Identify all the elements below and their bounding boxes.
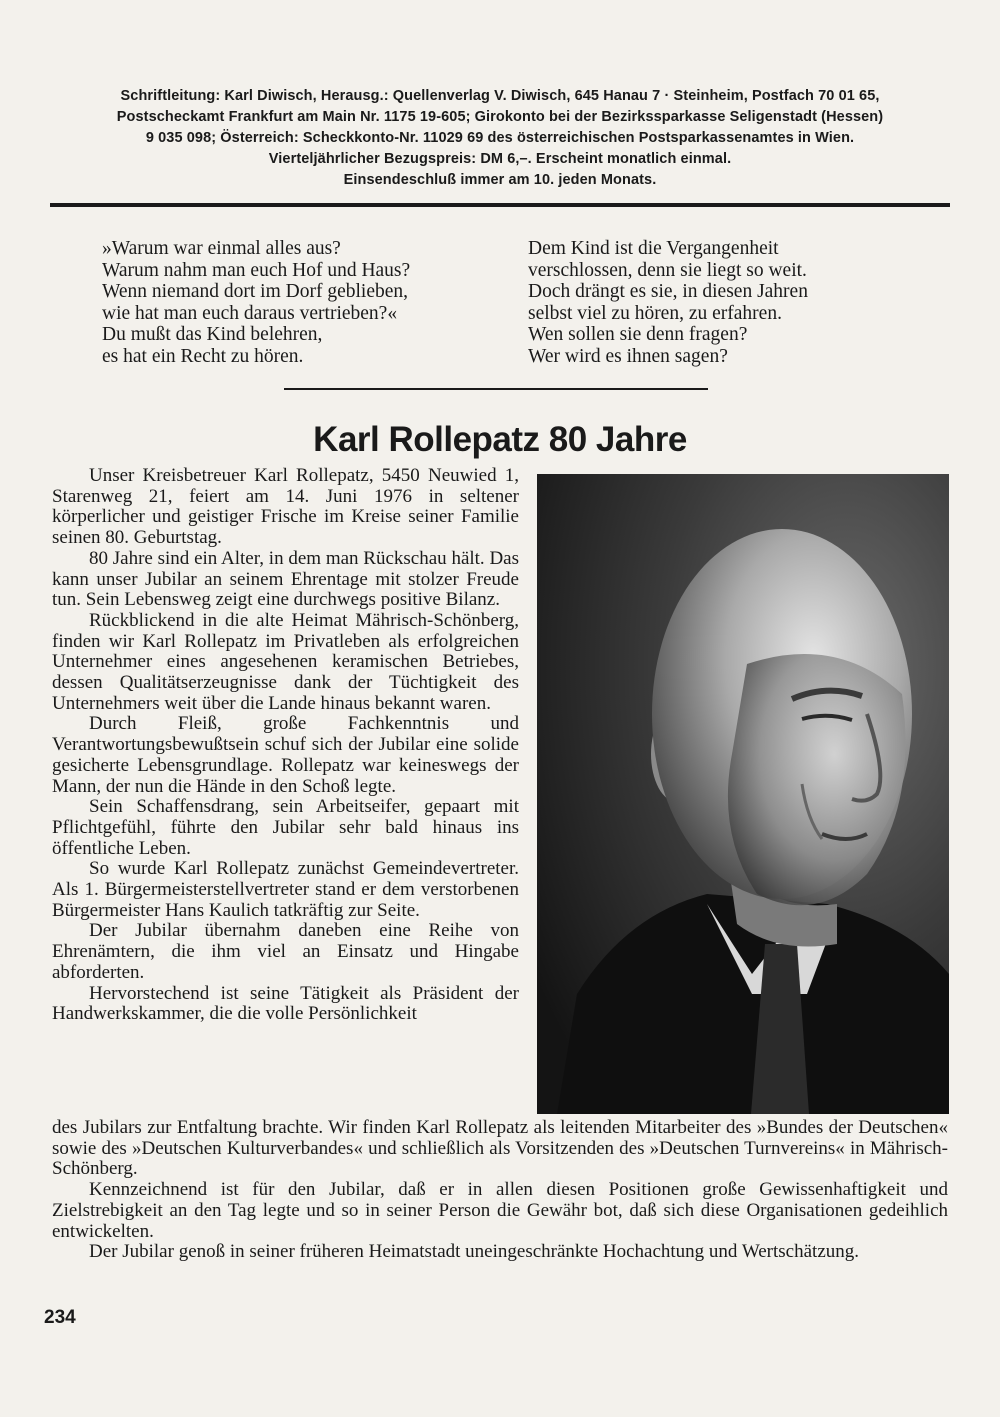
section-divider xyxy=(284,388,708,390)
poem-line: »Warum war einmal alles aus? xyxy=(102,238,341,259)
masthead-line: Postscheckamt Frankfurt am Main Nr. 1175 19-605; Girokonto bei der Bezirkssparkasse Seligenstadt (Hessen) xyxy=(116,109,884,125)
poem-line: wie hat man euch daraus vertrieben?« xyxy=(102,302,398,324)
article-paragraph-continuation: des Jubilars zur Entfaltung brachte. Wir finden Karl Rollepatz als leitenden Mitarbeiter des »Bundes der Deutschen« sowie des »Deutschen Kulturverbandes« und schließlich als Vorsitzenden des »Deutschen Turnvereins« in Mährisch-Schönberg. xyxy=(52,1117,948,1180)
page-number: 234 xyxy=(44,1307,76,1328)
poem-line: es hat ein Recht zu hören. xyxy=(102,345,304,367)
publisher-masthead xyxy=(50,86,950,191)
article-paragraph: Sein Schaffensdrang, sein Arbeitseifer, gepaart mit Pflichtgefühl, führte den Jubilar sehr bald hinaus ins öffentliche Leben. xyxy=(52,796,519,859)
article-paragraph: Durch Fleiß, große Fachkenntnis und Verantwortungsbewußtsein schuf sich der Jubilar eine solide gesicherte Lebensgrundlage. Rollepatz war keineswegs der Mann, der nun die Hände in den Schoß legte. xyxy=(52,713,519,797)
poem-line: Wen sollen sie denn fragen? xyxy=(528,324,748,345)
masthead-line: 9 035 098; Österreich: Scheckkonto-Nr. 11029 69 des österreichischen Postsparkassenamtes in Wien. xyxy=(145,130,855,146)
masthead-divider xyxy=(50,203,950,207)
article-full-width-text xyxy=(52,1118,948,1263)
masthead-line: Schriftleitung: Karl Diwisch, Herausg.: Quellenverlag V. Diwisch, 645 Hanau 7 · Steinheim, Postfach 70 01 65, xyxy=(120,88,880,104)
article-paragraph: Hervorstechend ist seine Tätigkeit als Präsident der Handwerkskammer, die die volle Persönlichkeit xyxy=(52,982,519,1025)
poem-left-column xyxy=(102,238,410,367)
portrait-photo xyxy=(537,474,949,1114)
article-paragraph: Rückblickend in die alte Heimat Mährisch-Schönberg, finden wir Karl Rollepatz im Privatleben als erfolgreichen Unternehmer eines angesehenen keramischen Betriebes, dessen Qualitätserzeugnisse dank der Tüchtigkeit des Unternehmers weit über die Lande hinaus bekannt waren. xyxy=(52,609,519,714)
poem-right-column xyxy=(528,238,808,367)
masthead-line: Einsendeschluß immer am 10. jeden Monats. xyxy=(343,172,657,188)
portrait-image xyxy=(537,474,949,1114)
poem-line: Warum nahm man euch Hof und Haus? xyxy=(102,259,411,281)
poem-line: Wenn niemand dort im Dorf geblieben, xyxy=(102,281,409,302)
article-column-text xyxy=(52,466,519,1025)
article-paragraph: Kennzeichnend ist für den Jubilar, daß er in allen diesen Positionen große Gewissenhaftigkeit und Zielstrebigkeit an den Tag legte und so in seiner Person die Gewähr bot, daß sich diese Organisationen gedeihlich entwickelten. xyxy=(52,1179,948,1242)
article-paragraph: Unser Kreisbetreuer Karl Rollepatz, 5450 Neuwied 1, Starenweg 21, feiert am 14. Juni 1976 in seltener körperlicher und geistiger Frische im Kreise seiner Familie seinen 80. Geburtstag. xyxy=(52,465,519,549)
article-title: Karl Rollepatz 80 Jahre xyxy=(313,420,687,459)
article-paragraph: Der Jubilar genoß in seiner früheren Heimatstadt uneingeschränkte Hochachtung und Wertschätzung. xyxy=(89,1241,860,1263)
poem-line: selbst viel zu hören, zu erfahren. xyxy=(528,302,782,324)
poem-line: Doch drängt es sie, in diesen Jahren xyxy=(528,281,808,302)
poem-line: Du mußt das Kind belehren, xyxy=(102,324,323,345)
masthead-line: Vierteljährlicher Bezugspreis: DM 6,–. Erscheint monatlich einmal. xyxy=(268,151,732,167)
article-paragraph: Der Jubilar übernahm daneben eine Reihe von Ehrenämtern, die ihm viel an Einsatz und Hingabe abforderten. xyxy=(52,920,519,983)
article-paragraph: So wurde Karl Rollepatz zunächst Gemeindevertreter. Als 1. Bürgermeisterstellvertreter stand er dem verstorbenen Bürgermeister Hans Kaulich tatkräftig zur Seite. xyxy=(52,858,519,921)
poem-line: Dem Kind ist die Vergangenheit xyxy=(528,238,779,259)
article-paragraph: 80 Jahre sind ein Alter, in dem man Rückschau hält. Das kann unser Jubilar an seinem Ehrentage mit stolzer Freude tun. Sein Lebensweg zeigt eine durchwegs positive Bilanz. xyxy=(52,547,519,611)
poem-line: verschlossen, denn sie liegt so weit. xyxy=(528,259,807,281)
poem-line: Wer wird es ihnen sagen? xyxy=(528,345,728,367)
